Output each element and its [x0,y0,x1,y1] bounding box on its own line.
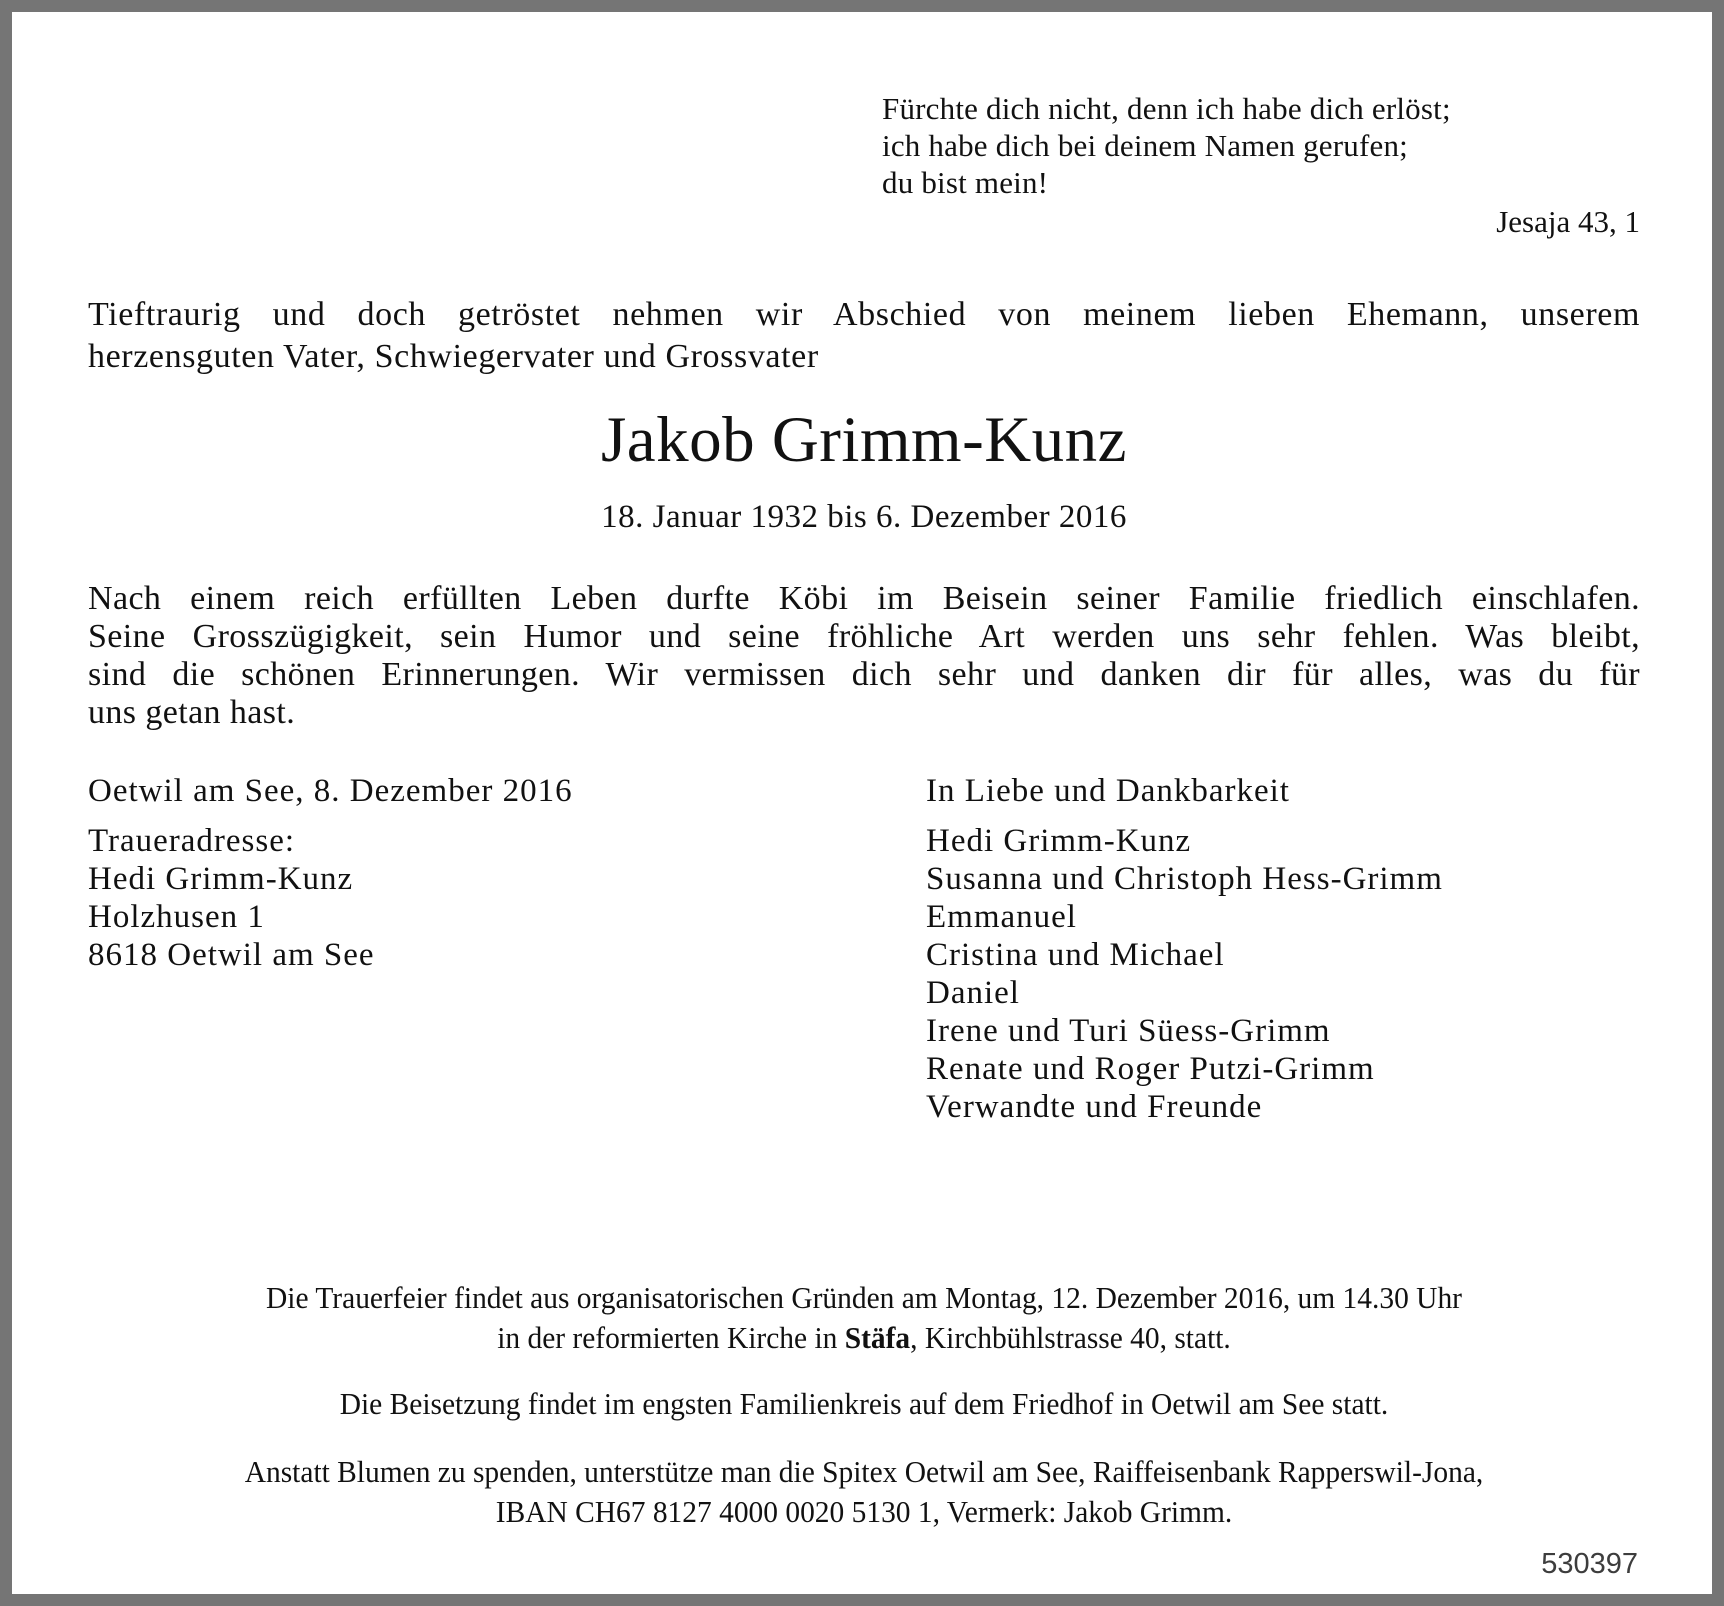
mourners-column [926,772,1640,1126]
scripture-reference: Jesaja 43, 1 [1496,204,1640,239]
closing-heading: In Liebe und Dankbarkeit [926,773,1290,809]
quote-line: du bist mein! [882,165,1049,200]
mourner-name: Susanna und Christoph Hess-Grimm [926,861,1443,897]
tribute-line: sind die schönen Erinnerungen. Wir vermissen dich sehr und danken dir für alles, was du für [88,656,1640,693]
intro-line: Tieftraurig und doch getröstet nehmen wir Abschied von meinem lieben Ehemann, unserem [88,296,1640,333]
tribute-paragraph [88,580,1640,732]
tribute-line: Nach einem reich erfüllten Leben durfte Köbi im Beisein seiner Familie friedlich einschlafen. [88,580,1640,617]
intro-paragraph [88,294,1640,378]
donation-notice [88,1452,1640,1532]
place-and-date: Oetwil am See, 8. Dezember 2016 [88,773,573,809]
service-notice-line: Die Trauerfeier findet aus organisatorischen Gründen am Montag, 12. Dezember 2016, um 14.30 Uhr [266,1280,1462,1315]
donation-notice-line: IBAN CH67 8127 4000 0020 5130 1, Vermerk: Jakob Grimm. [495,1494,1233,1529]
mourner-name: Irene und Turi Süess-Grimm [926,1013,1331,1049]
mourner-name: Verwandte und Freunde [926,1089,1263,1125]
life-dates: 18. Januar 1932 bis 6. Dezember 2016 [601,499,1127,535]
quote-line: Fürchte dich nicht, denn ich habe dich erlöst; [882,91,1451,126]
mourner-name: Hedi Grimm-Kunz [926,823,1192,859]
tribute-line: uns getan hast. [88,694,296,731]
mourning-address-line: 8618 Oetwil am See [88,937,375,973]
funeral-service-notice [88,1278,1640,1358]
service-location-prefix: in der reformierten Kirche in [497,1320,845,1355]
mourner-name: Emmanuel [926,899,1077,935]
burial-notice-line: Die Beisetzung findet im engsten Familienkreis auf dem Friedhof in Oetwil am See statt. [339,1386,1389,1421]
service-location-town: Stäfa [844,1320,911,1355]
mourning-address-line: Hedi Grimm-Kunz [88,861,354,897]
mourning-address-line: Holzhusen 1 [88,899,265,935]
service-location-suffix: , Kirchbühlstrasse 40, statt. [910,1320,1231,1355]
mourning-address-column [88,772,926,1126]
mourning-address-label: Traueradresse: [88,823,296,859]
scripture-quote [882,90,1640,201]
mourner-name: Cristina und Michael [926,937,1225,973]
intro-line: herzensguten Vater, Schwiegervater und Grossvater [88,338,819,375]
mourner-name: Renate und Roger Putzi-Grimm [926,1051,1375,1087]
signature-columns [88,772,1640,1126]
tribute-line: Seine Grosszügigkeit, sein Humor und seine fröhliche Art werden uns sehr fehlen. Was bleibt, [88,618,1640,655]
deceased-name: Jakob Grimm-Kunz [600,404,1128,476]
burial-notice [88,1384,1640,1424]
quote-line: ich habe dich bei deinem Namen gerufen; [882,128,1408,163]
mourner-name: Daniel [926,975,1020,1011]
print-reference-number: 530397 [1541,1548,1638,1580]
donation-notice-line: Anstatt Blumen zu spenden, unterstütze man die Spitex Oetwil am See, Raiffeisenbank Rapperswil-Jona, [244,1454,1484,1489]
service-notice-line [127,1318,1601,1358]
